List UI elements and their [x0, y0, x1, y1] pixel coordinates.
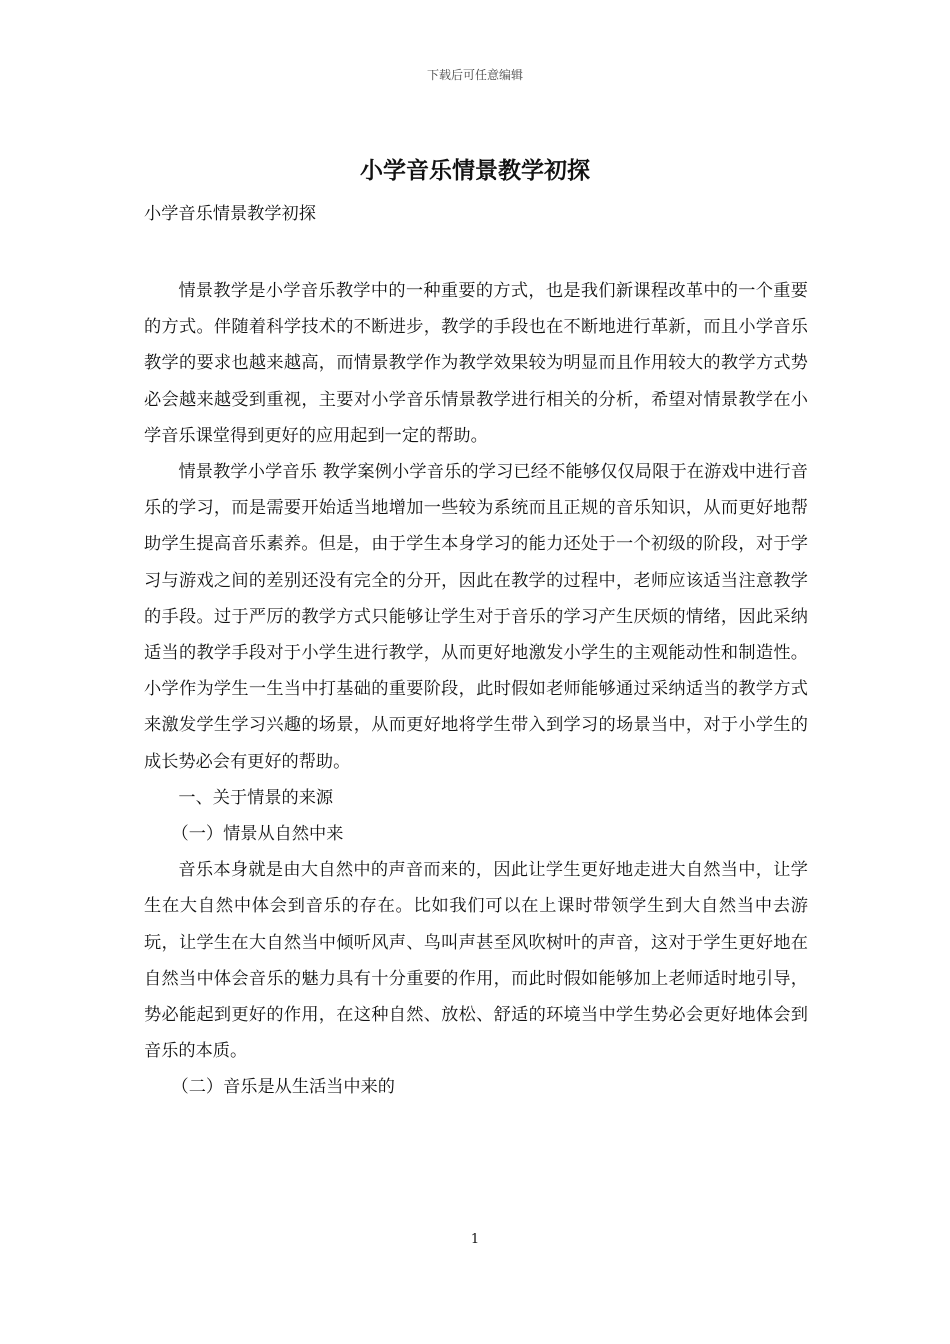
blank-line: [144, 229, 808, 273]
subsection-heading-1-1: （一）情景从自然中来: [171, 824, 344, 845]
section-heading-1: 一、关于情景的来源: [178, 787, 334, 808]
subsection-heading-1-2: （二）音乐是从生活当中来的: [171, 1077, 395, 1098]
document-body: [144, 199, 808, 1106]
header-note: 下载后可任意编辑: [426, 68, 523, 82]
document-title: 小学音乐情景教学初探: [360, 157, 590, 184]
document-subtitle: 小学音乐情景教学初探: [144, 204, 316, 224]
paragraph-keywords-case: 情景教学小学音乐 教学案例小学音乐的学习已经不能够仅仅局限于在游戏中进行音乐的学习，而是需要开始适当地增加一些较为系统而且正规的音乐知识，从而更好地帮助学生提高音乐素养。但是，由于学生本身学习的能力还处于一个初级的阶段，对于学习与游戏之间的差别还没有完全的分开，因此在教学的过程中，老师应该适当注意教学的手段。过于严厉的教学方式只能够让学生对于音乐的学习产生厌烦的情绪，因此采纳适当的教学手段对于小学生进行教学，从而更好地激发小学生的主观能动性和制造性。小学作为学生一生当中打基础的重要阶段，此时假如老师能够通过采纳适当的教学方式来激发学生学习兴趣的场景，从而更好地将学生带入到学习的场景当中，对于小学生的成长势必会有更好的帮助。: [144, 462, 808, 772]
paragraph-nature: 音乐本身就是由大自然中的声音而来的，因此让学生更好地走进大自然当中，让学生在大自然中体会到音乐的存在。比如我们可以在上课时带领学生到大自然当中去游玩，让学生在大自然当中倾听风声、鸟叫声甚至风吹树叶的声音，这对于学生更好地在自然当中体会音乐的魅力具有十分重要的作用，而此时假如能够加上老师适时地引导，势必能起到更好的作用，在这种自然、放松、舒适的环境当中学生势必会更好地体会到音乐的本质。: [144, 860, 808, 1062]
paragraph-intro: 情景教学是小学音乐教学中的一种重要的方式，也是我们新课程改革中的一个重要的方式。伴随着科学技术的不断进步，教学的手段也在不断地进行革新，而且小学音乐教学的要求也越来越高，而情景教学作为教学效果较为明显而且作用较大的教学方式势必会越来越受到重视，主要对小学音乐情景教学进行相关的分析，希望对情景教学在小学音乐课堂得到更好的应用起到一定的帮助。: [144, 281, 808, 446]
page-number: 1: [470, 1232, 480, 1247]
